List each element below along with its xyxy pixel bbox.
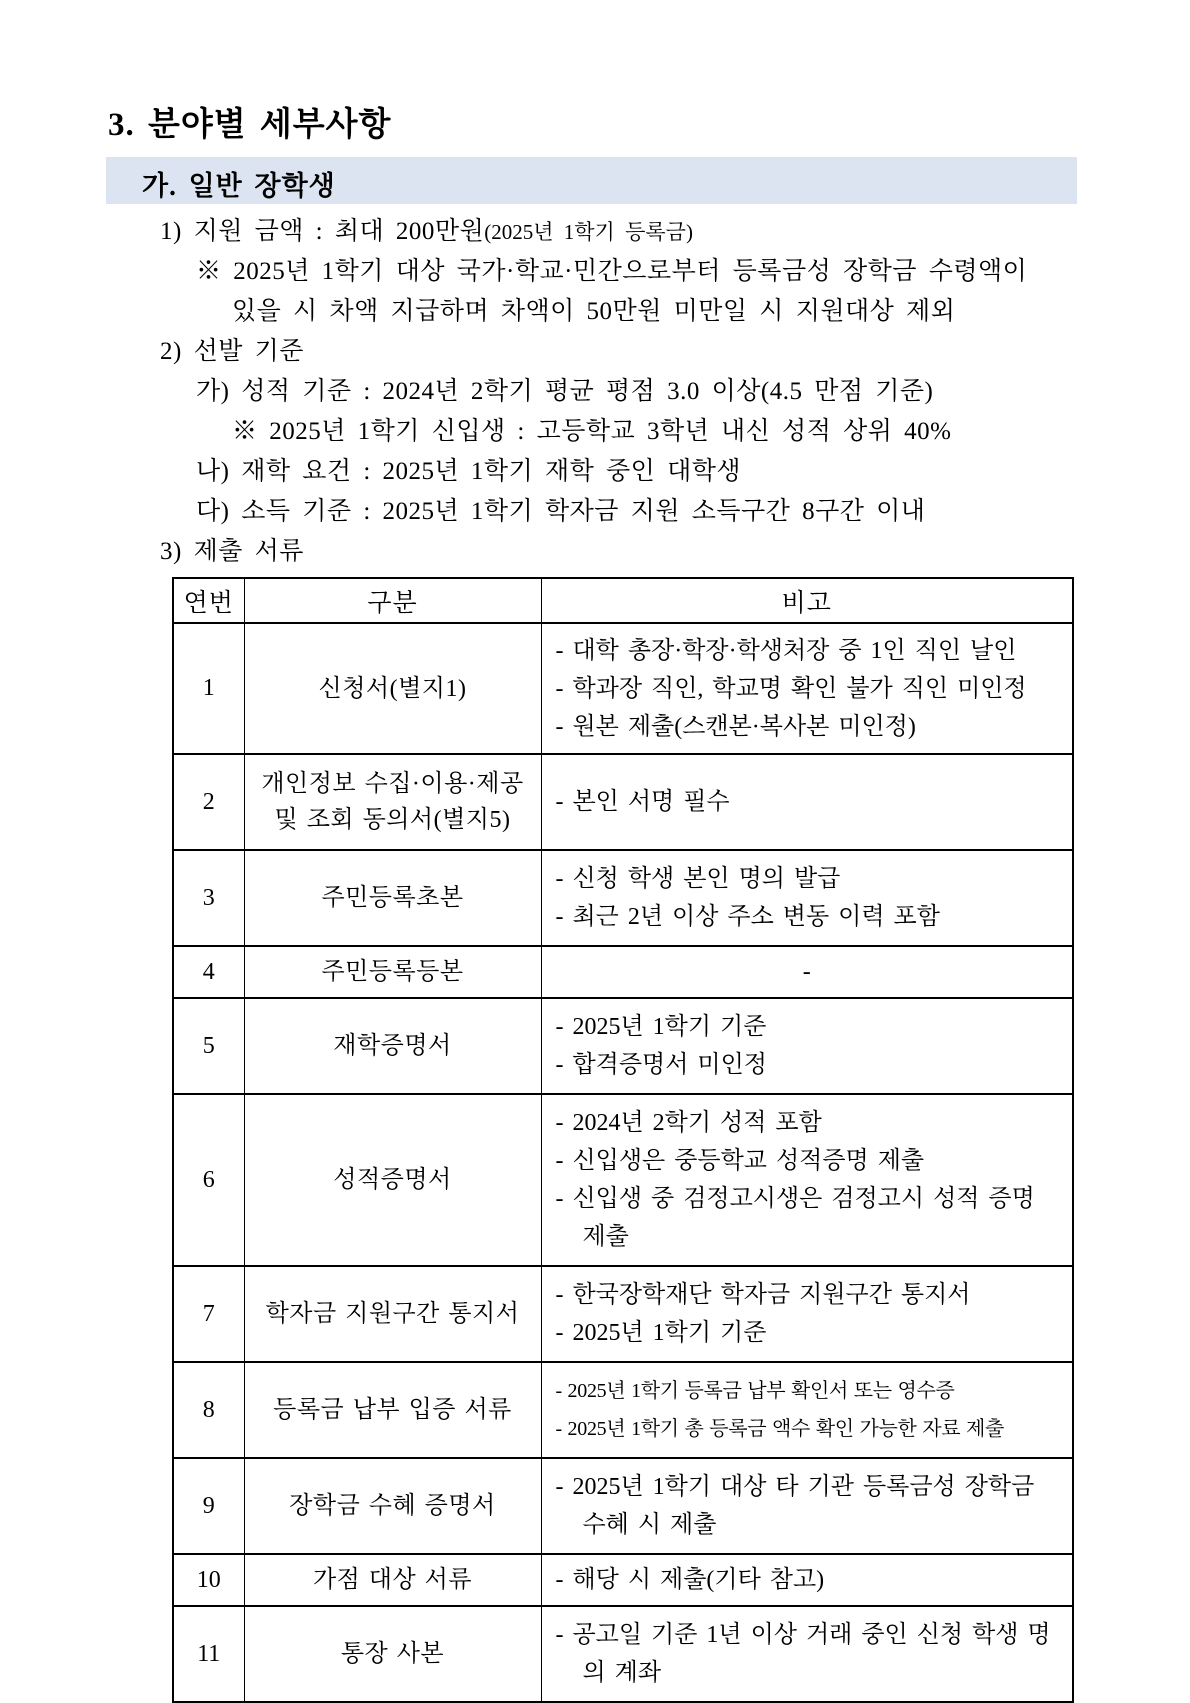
- outline-line: [108, 492, 1168, 532]
- outline-line-text: ※ 2025년 1학기 신입생 : 고등학교 3학년 내신 성적 상위 40%: [232, 418, 952, 445]
- table-row: [173, 998, 1073, 1094]
- remark-line: - 2024년 2학기 성적 포함: [555, 1110, 822, 1136]
- remark-line: - 공고일 기준 1년 이상 거래 중인 신청 학생 명의 계좌: [555, 1622, 1051, 1686]
- row-remarks: [541, 1094, 1073, 1266]
- row-number: 7: [173, 1266, 244, 1362]
- remark-line: - 신입생은 중등학교 성적증명 제출: [555, 1148, 925, 1174]
- row-category: 신청서(별지1): [244, 623, 541, 754]
- row-number: 8: [173, 1362, 244, 1458]
- row-number: 5: [173, 998, 244, 1094]
- remark-line: - 합격증명서 미인정: [555, 1052, 767, 1078]
- outline-line: [108, 332, 1168, 372]
- remark-line: - 2025년 1학기 기준: [555, 1014, 767, 1040]
- table-row: [173, 946, 1073, 998]
- table-row: [173, 1606, 1073, 1702]
- row-category: 재학증명서: [244, 998, 541, 1094]
- outline-line-text: 다) 소득 기준 : 2025년 1학기 학자금 지원 소득구간 8구간 이내: [196, 498, 926, 525]
- row-number: 6: [173, 1094, 244, 1266]
- row-remarks: [541, 1362, 1073, 1458]
- outline-line: [108, 372, 1168, 412]
- row-category: 성적증명서: [244, 1094, 541, 1266]
- table-row: [173, 1266, 1073, 1362]
- table-row: [173, 1458, 1073, 1554]
- remark-line: - 본인 서명 필수: [555, 789, 730, 815]
- remark-line: - 2025년 1학기 대상 타 기관 등록금성 장학금 수혜 시 제출: [555, 1474, 1035, 1538]
- outline-line: [108, 412, 1168, 452]
- table-row: [173, 754, 1073, 850]
- col-header-no: 연번: [173, 578, 244, 623]
- row-category: 등록금 납부 입증 서류: [244, 1362, 541, 1458]
- row-number: 10: [173, 1554, 244, 1606]
- row-number: 4: [173, 946, 244, 998]
- outline-line: [108, 452, 1168, 492]
- row-remarks: [541, 1554, 1073, 1606]
- remark-line: -: [802, 959, 811, 985]
- table-row: [173, 1554, 1073, 1606]
- outline: [108, 212, 1168, 572]
- col-header-remarks: 비고: [541, 578, 1073, 623]
- row-number: 2: [173, 754, 244, 850]
- table-row: [173, 1094, 1073, 1266]
- row-category: 가점 대상 서류: [244, 1554, 541, 1606]
- table-header-row: [173, 578, 1073, 623]
- outline-line: [108, 252, 1168, 292]
- remark-line: - 학과장 직인, 학교명 확인 불가 직인 미인정: [555, 675, 1027, 702]
- outline-line-small: (2025년 1학기 등록금): [484, 220, 693, 244]
- remark-line: - 2025년 1학기 등록금 납부 확인서 또는 영수증: [555, 1380, 955, 1402]
- outline-line-text: 2) 선발 기준: [160, 338, 304, 365]
- row-remarks: [541, 998, 1073, 1094]
- row-number: 11: [173, 1606, 244, 1702]
- section-heading-text: 가. 일반 장학생: [142, 171, 336, 201]
- remark-line: - 신입생 중 검정고시생은 검정고시 성적 증명 제출: [555, 1186, 1035, 1250]
- remark-line: - 원본 제출(스캔본·복사본 미인정): [555, 713, 916, 740]
- table-row: [173, 850, 1073, 946]
- remark-line: - 2025년 1학기 총 등록금 액수 확인 가능한 자료 제출: [555, 1418, 1005, 1440]
- section-heading-bar: [106, 157, 1077, 204]
- remark-line: - 2025년 1학기 기준: [555, 1320, 767, 1346]
- remark-line: - 한국장학재단 학자금 지원구간 통지서: [555, 1282, 971, 1308]
- outline-line: [108, 212, 1168, 252]
- row-number: 3: [173, 850, 244, 946]
- row-remarks: [541, 754, 1073, 850]
- table-row: [173, 623, 1073, 754]
- remark-line: - 신청 학생 본인 명의 발급: [555, 866, 841, 892]
- table-row: [173, 1362, 1073, 1458]
- remark-line: - 최근 2년 이상 주소 변동 이력 포함: [555, 904, 940, 930]
- row-remarks: [541, 1458, 1073, 1554]
- row-category: 개인정보 수집·이용·제공 및 조회 동의서(별지5): [244, 754, 541, 850]
- row-category: 주민등록등본: [244, 946, 541, 998]
- row-remarks: [541, 850, 1073, 946]
- page-title: 3. 분야별 세부사항: [108, 107, 392, 143]
- outline-line-text: 3) 제출 서류: [160, 538, 304, 565]
- row-category: 통장 사본: [244, 1606, 541, 1702]
- row-category: 장학금 수혜 증명서: [244, 1458, 541, 1554]
- submission-documents-table: [172, 577, 1074, 1703]
- outline-line-text: 가) 성적 기준 : 2024년 2학기 평균 평점 3.0 이상(4.5 만점 기준): [196, 378, 934, 405]
- row-remarks: [541, 623, 1073, 754]
- row-remarks: [541, 1266, 1073, 1362]
- remark-line: - 해당 시 제출(기타 참고): [555, 1567, 825, 1593]
- col-header-category: 구분: [244, 578, 541, 623]
- outline-line: [108, 292, 1168, 332]
- row-remarks: [541, 1606, 1073, 1702]
- row-remarks: [541, 946, 1073, 998]
- row-number: 1: [173, 623, 244, 754]
- remark-line: - 대학 총장·학장·학생처장 중 1인 직인 날인: [555, 637, 1017, 664]
- row-category: 주민등록초본: [244, 850, 541, 946]
- outline-line-text: 나) 재학 요건 : 2025년 1학기 재학 중인 대학생: [196, 458, 742, 485]
- row-category: 학자금 지원구간 통지서: [244, 1266, 541, 1362]
- outline-line-text: ※ 2025년 1학기 대상 국가·학교·민간으로부터 등록금성 장학금 수령액이: [196, 258, 1028, 285]
- outline-line: [108, 532, 1168, 572]
- outline-line-text: 1) 지원 금액 : 최대 200만원: [160, 218, 485, 245]
- row-number: 9: [173, 1458, 244, 1554]
- outline-line-text: 있을 시 차액 지급하며 차액이 50만원 미만일 시 지원대상 제외: [232, 298, 956, 325]
